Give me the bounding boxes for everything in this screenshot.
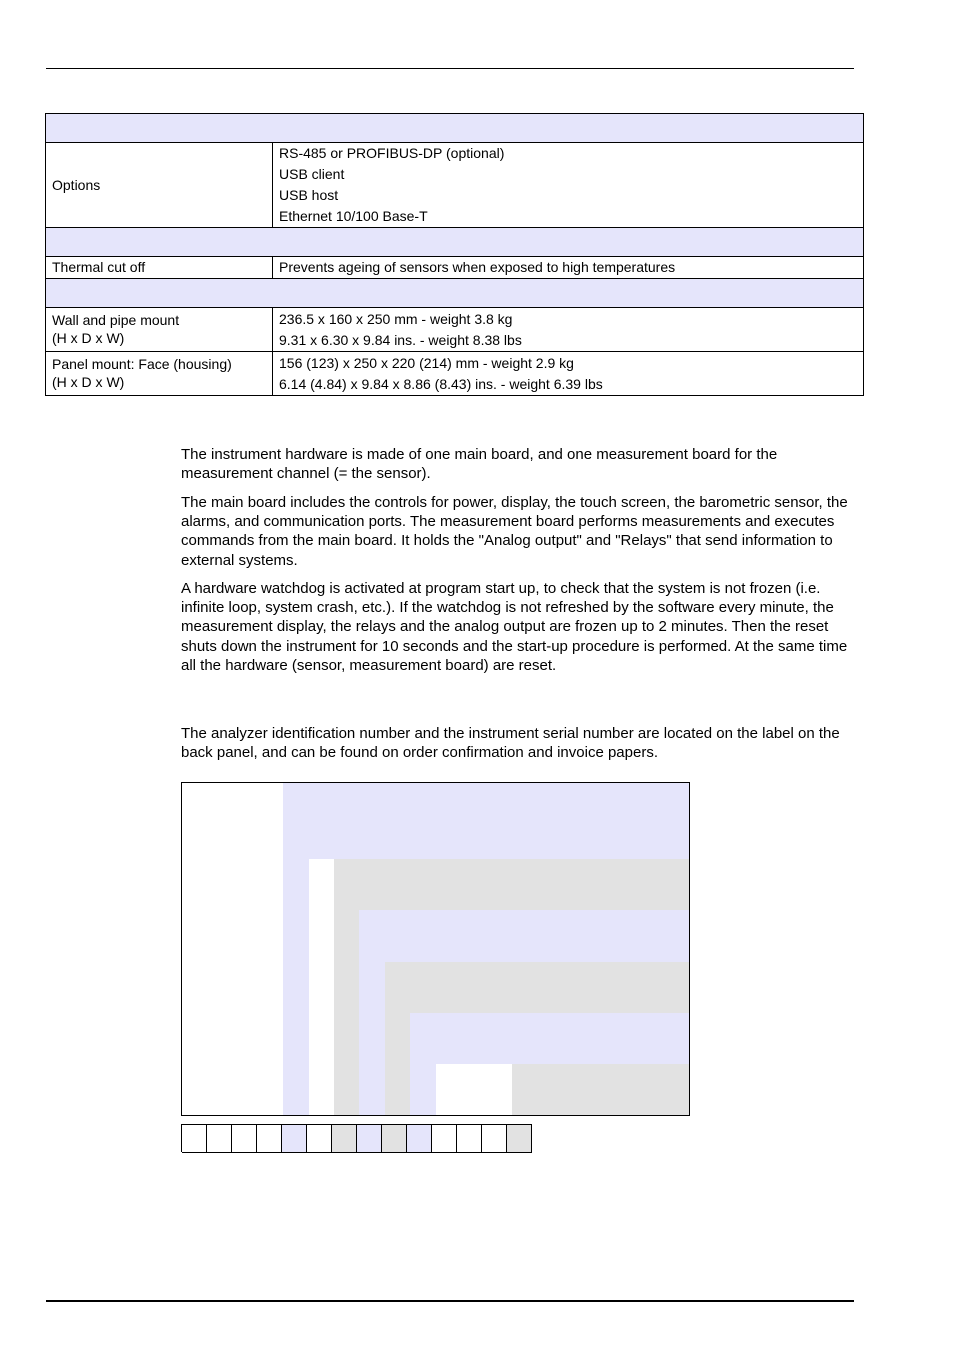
- code-box: [182, 1124, 207, 1153]
- table-section-header: [46, 114, 864, 143]
- code-box: [457, 1124, 482, 1153]
- dimension-value: 6.14 (4.84) x 9.84 x 8.86 (8.43) ins. - weight 6.39 lbs: [279, 375, 603, 392]
- code-box: [332, 1124, 357, 1153]
- option-value: USB host: [279, 187, 339, 203]
- table-section-header: [46, 228, 864, 257]
- label-line: (H x D x W): [52, 330, 125, 346]
- hardware-paragraph: The main board includes the controls for power, display, the touch screen, the barometric sensor, the alarms, and communication ports. The measurement board performs measurements and executes commands from the main board. It holds the "Analog output" and "Relays" that send information to external systems.: [181, 494, 848, 569]
- table-section-header: [46, 279, 864, 308]
- code-box: [282, 1124, 307, 1153]
- option-value: Ethernet 10/100 Base-T: [279, 208, 428, 224]
- code-box: [207, 1124, 232, 1153]
- option-value: USB client: [279, 166, 345, 182]
- option-value: RS-485 or PROFIBUS-DP (optional): [279, 145, 505, 161]
- code-box: [357, 1124, 382, 1153]
- code-box: [432, 1124, 457, 1153]
- options-label: Options: [46, 143, 273, 228]
- diagram-region: [512, 1064, 689, 1115]
- label-line: Wall and pipe mount: [52, 312, 180, 328]
- code-box: [407, 1124, 432, 1153]
- label-code-boxes: [181, 1124, 532, 1152]
- diagram-region: [309, 859, 334, 1115]
- code-box: [382, 1124, 407, 1153]
- specifications-table: [45, 113, 864, 396]
- identification-paragraph: The analyzer identification number and the instrument serial number are located on the label on the back panel, and can be found on order confirmation and invoice papers.: [181, 725, 840, 762]
- thermal-value: Prevents ageing of sensors when exposed to high temperatures: [273, 257, 864, 279]
- serial-label-diagram: [181, 782, 690, 1116]
- code-box: [257, 1124, 282, 1153]
- diagram-region: [436, 1064, 512, 1115]
- label-line: (H x D x W): [52, 374, 125, 390]
- code-box: [507, 1124, 532, 1153]
- table-row: [46, 257, 864, 279]
- thermal-label: Thermal cut off: [46, 257, 273, 279]
- wall-mount-values: [273, 308, 864, 352]
- footer-rule: [46, 1300, 854, 1302]
- dimension-value: 9.31 x 6.30 x 9.84 ins. - weight 8.38 lbs: [279, 331, 522, 348]
- dimension-value: 236.5 x 160 x 250 mm - weight 3.8 kg: [279, 310, 513, 327]
- table-row: [46, 143, 864, 228]
- label-line: Panel mount: Face (housing): [52, 356, 232, 372]
- code-box: [307, 1124, 332, 1153]
- code-box: [232, 1124, 257, 1153]
- code-box: [482, 1124, 507, 1153]
- dimension-value: 156 (123) x 250 x 220 (214) mm - weight 2.9 kg: [279, 354, 574, 371]
- table-row: [46, 308, 864, 352]
- hardware-paragraph: The instrument hardware is made of one main board, and one measurement board for the measurement channel (= the sensor).: [181, 446, 778, 483]
- table-row: [46, 352, 864, 396]
- header-rule: [46, 68, 854, 69]
- panel-mount-values: [273, 352, 864, 396]
- wall-mount-label: [46, 308, 273, 352]
- panel-mount-label: [46, 352, 273, 396]
- watchdog-paragraph: A hardware watchdog is activated at program start up, to check that the system is not frozen (i.e. infinite loop, system crash, etc.). If the watchdog is not refreshed by the software every minute, the measurement display, the relays and the analog output are frozen up to 2 minutes. Then the reset shuts down the instrument for 10 seconds and the start-up procedure is performed. At the same time all the hardware (sensor, measurement board) are reset.: [181, 580, 848, 674]
- options-values: [273, 143, 864, 228]
